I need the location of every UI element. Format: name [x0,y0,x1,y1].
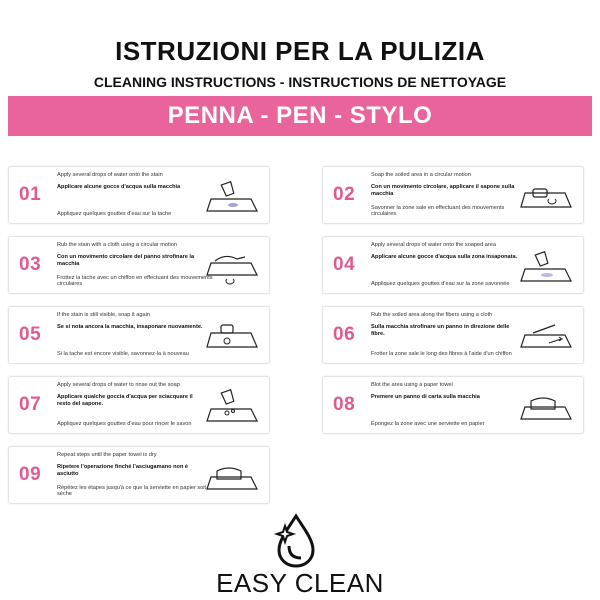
step-card-01 [8,166,270,224]
step-number: 03 [19,254,42,275]
step-text-fr: Frotter la zone sale le long des fibres à l'aide d'un chiffon [371,351,512,358]
hand-fibers-icon [519,317,573,355]
step-text-it: Applicare alcune gocce d'acqua sulla macchia [57,184,181,190]
step-card-05 [8,306,270,364]
step-text-it: Applicare alcune gocce d'acqua sulla zona insaponata. [371,254,518,260]
step-text-en: Blot the area using a paper towel [371,382,453,388]
product-banner: PENNA - PEN - STYLO [8,96,592,136]
step-text-fr: Épongez la zone avec une serviette en papier [371,421,485,428]
step-number: 02 [333,184,356,205]
brand-name: EASY CLEAN [216,568,384,598]
step-text-en: If the stain is still visible, soap it again [57,312,150,318]
step-text-it: Con un movimento circolare del panno strofinare la macchia [57,254,195,268]
step-text-it: Se si nota ancora la macchia, insaponare nuovamente. [57,324,203,330]
step-text-fr: Appliquez quelques gouttes d'eau pour rincer le savon [57,421,192,428]
step-card-04 [322,236,584,294]
step-text-fr: Savonner la zone sale en effectuant des mouvements circulaires [371,204,505,218]
paper-towel-repeat-icon [205,457,259,495]
page-title: ISTRUZIONI PER LA PULIZIA [115,36,485,66]
soap-again-icon [205,317,259,355]
rinse-water-icon [205,387,259,425]
step-card-07 [8,376,270,434]
step-number: 04 [333,254,356,275]
hand-cloth-circular-icon [205,247,259,285]
step-number: 09 [19,464,42,485]
soap-circular-icon [519,177,573,215]
step-text-it: Applicare qualche goccia d'acqua per sciacquare il resto del sapone. [57,394,193,408]
step-text-en: Rub the stain with a cloth using a circular motion [57,242,178,248]
step-text-it: Con un movimento circolare, applicare il sapone sulla macchia [371,184,515,198]
step-text-it: Sulla macchia strofinare un panno in direzione delle fibre. [371,324,510,338]
step-text-en: Apply several drops of water onto the stain [57,172,163,178]
paper-towel-blot-icon [519,387,573,425]
step-text-en: Soap the soiled area in a circular motion [371,172,471,178]
step-number: 01 [19,184,42,205]
step-text-it: Ripetere l'operazione finché l'asciugamano non è asciutto [57,464,189,478]
step-text-fr: Répétez les étapes jusqu'à ce que la serviette en papier soit sèche [57,484,207,498]
step-card-03 [8,236,270,294]
step-number: 08 [333,394,356,415]
drop-sparkle-logo-icon [273,512,319,568]
step-text-fr: Frottez la tache avec un chiffon en effectuant des mouvements circulaires [57,274,213,288]
step-card-09 [8,446,270,504]
step-card-06 [322,306,584,364]
water-cup-soaped-icon [519,247,573,285]
step-text-fr: Appliquez quelques gouttes d'eau sur la zone savonnée [371,281,510,288]
step-text-en: Repeat steps until the paper towel is dry [57,452,157,458]
step-text-it: Premere un panno di carta sulla macchia [371,394,480,400]
step-card-02 [322,166,584,224]
step-number: 07 [19,394,42,415]
step-text-fr: Si la tache est encore visible, savonnez-la à nouveau [57,351,189,358]
step-text-en: Apply several drops of water onto the soaped area [371,242,497,248]
step-card-08 [322,376,584,434]
step-number: 05 [19,324,42,345]
step-text-fr: Appliquez quelques gouttes d'eau sur la tache [57,211,172,218]
page-subtitle: CLEANING INSTRUCTIONS - INSTRUCTIONS DE NETTOYAGE [93,74,507,90]
step-text-en: Rub the soiled area along the fibers using a cloth [371,312,493,318]
step-text-en: Apply several drops of water to rinse out the soap [57,382,180,388]
step-number: 06 [333,324,356,345]
water-cup-stain-icon [205,177,259,215]
